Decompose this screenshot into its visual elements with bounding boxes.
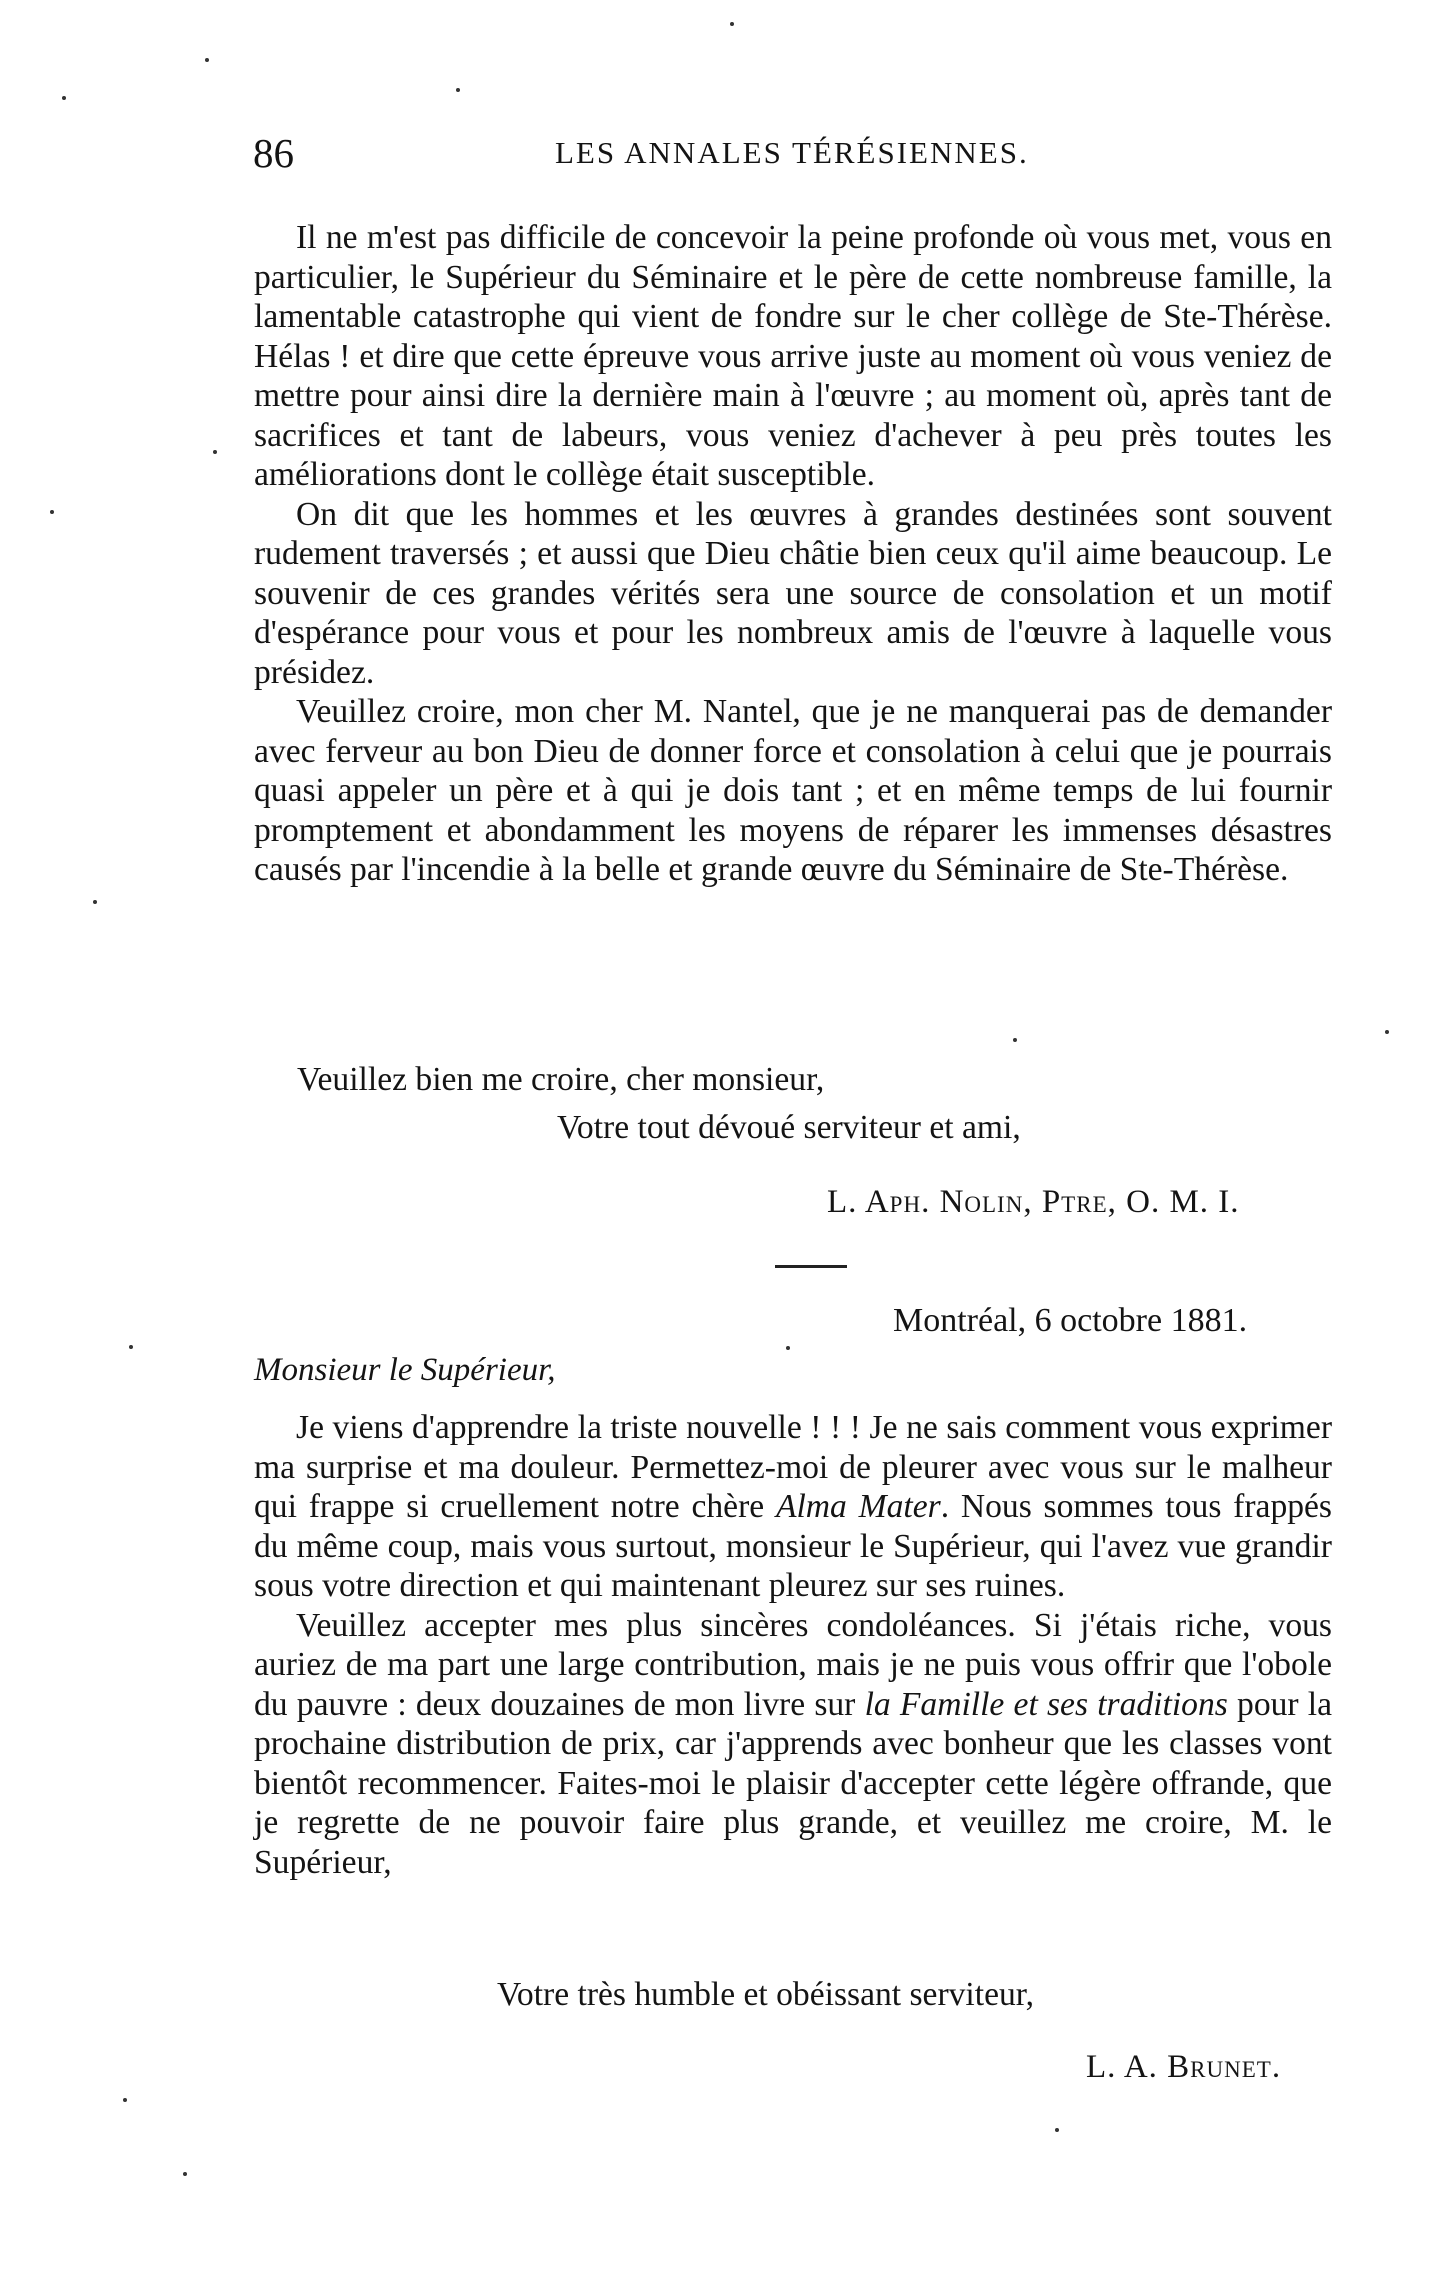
letter-2-paragraph-2-italic: la Famille et ses traditions [864, 1685, 1228, 1723]
letter-2-paragraph-2-text-b: pour la prochaine distribution de prix, car j'apprends avec bonheur que les classes vont bientôt recommencer. Faites-moi le plaisir d'accepter cette légère offrande, que je regrette de ne pouvoir faire plus grande, et veuillez me croire, M. le Supérieur, [254, 1685, 1333, 1881]
print-speck [730, 22, 734, 26]
letter-separator-rule [775, 1265, 847, 1268]
print-speck [62, 96, 66, 100]
print-speck [456, 88, 460, 92]
letter-1-signature: L. Aph. Nolin, Ptre, O. M. I. [827, 1184, 1240, 1220]
page-header [253, 128, 1333, 178]
letter-1-closing-line-2: Votre tout dévoué serviteur et ami, [557, 1109, 1021, 1146]
print-speck [93, 900, 97, 904]
letter-2-body [254, 1408, 1332, 1882]
page-number: 86 [253, 130, 294, 176]
letter-2-paragraph-1-text-b: . Nous sommes tous frappés du même coup, mais vous surtout, monsieur le Supérieur, qui l'avez vue grandir sous votre direction et qui maintenant pleurez sur ses ruines. [254, 1488, 1332, 1604]
letter-1-paragraph: Veuillez croire, mon cher M. Nantel, que je ne manquerai pas de demander avec ferveur au bon Dieu de donner force et consolation à celui que je pourrais quasi appeler un père et à qui je dois tant ; et en même temps de lui fournir promptement et abondamment les moyens de réparer les immenses désastres causés par l'incendie à la belle et grande œuvre du Séminaire de Ste-Thérèse. [254, 693, 1332, 888]
print-speck [129, 1345, 133, 1349]
print-speck [205, 58, 209, 62]
letter-2-paragraph-1-italic: Alma Mater [775, 1488, 941, 1525]
letter-1-closing-line-1: Veuillez bien me croire, cher monsieur, [297, 1061, 825, 1098]
print-speck [50, 510, 54, 514]
running-title: LES ANNALES TÉRÉSIENNES. [555, 135, 1029, 170]
print-speck [786, 1346, 790, 1350]
print-speck [123, 2098, 127, 2102]
print-speck [1385, 1030, 1389, 1034]
letter-1-paragraph: On dit que les hommes et les œuvres à grandes destinées sont souvent rudement traversés ; et aussi que Dieu châtie bien ceux qu'il aime beaucoup. Le souvenir de ces grandes vérités sera une source de consolation et un motif d'espérance pour vous et pour les nombreux amis de l'œuvre à laquelle vous présidez. [254, 495, 1332, 691]
letter-2-closing: Votre très humble et obéissant serviteur, [497, 1976, 1035, 2013]
letter-2-paragraph-2 [254, 1606, 1332, 1883]
letter-2-paragraph-2-text-a: Veuillez accepter mes plus sincères condoléances. Si j'étais riche, vous auriez de ma part une large contribution, mais je ne puis vous offrir que l'obole du pauvre : deux douzaines de mon livre sur [254, 1606, 1332, 1723]
print-speck [183, 2172, 187, 2176]
print-speck [1013, 1038, 1017, 1042]
letter-2-paragraph-1 [254, 1408, 1332, 1606]
print-speck [1055, 2128, 1059, 2132]
letter-1-body [254, 218, 1332, 890]
print-speck [213, 450, 217, 454]
letter-2-signature: L. A. Brunet. [1086, 2049, 1282, 2085]
letter-1-paragraph: Il ne m'est pas difficile de concevoir la peine profonde où vous met, vous en particulier, le Supérieur du Séminaire et le père de cette nombreuse famille, la lamentable catastrophe qui vient de fondre sur le cher collège de Ste-Thérèse. Hélas ! et dire que cette épreuve vous arrive juste au moment où vous veniez de mettre pour ainsi dire la dernière main à l'œuvre ; au moment où, après tant de sacrifices et tant de labeurs, vous veniez d'achever à peu près toutes les améliorations dont le collège était susceptible. [254, 219, 1332, 493]
letter-2-salutation: Monsieur le Supérieur, [254, 1352, 556, 1388]
letter-2-dateline: Montréal, 6 octobre 1881. [893, 1302, 1248, 1339]
letter-2-paragraph-1-text-a: Je viens d'apprendre la triste nouvelle ! ! ! Je ne sais comment vous exprimer ma surprise et ma douleur. Permettez-moi de pleurer avec vous sur le malheur qui frappe si cruellement notre chère [254, 1409, 1332, 1525]
